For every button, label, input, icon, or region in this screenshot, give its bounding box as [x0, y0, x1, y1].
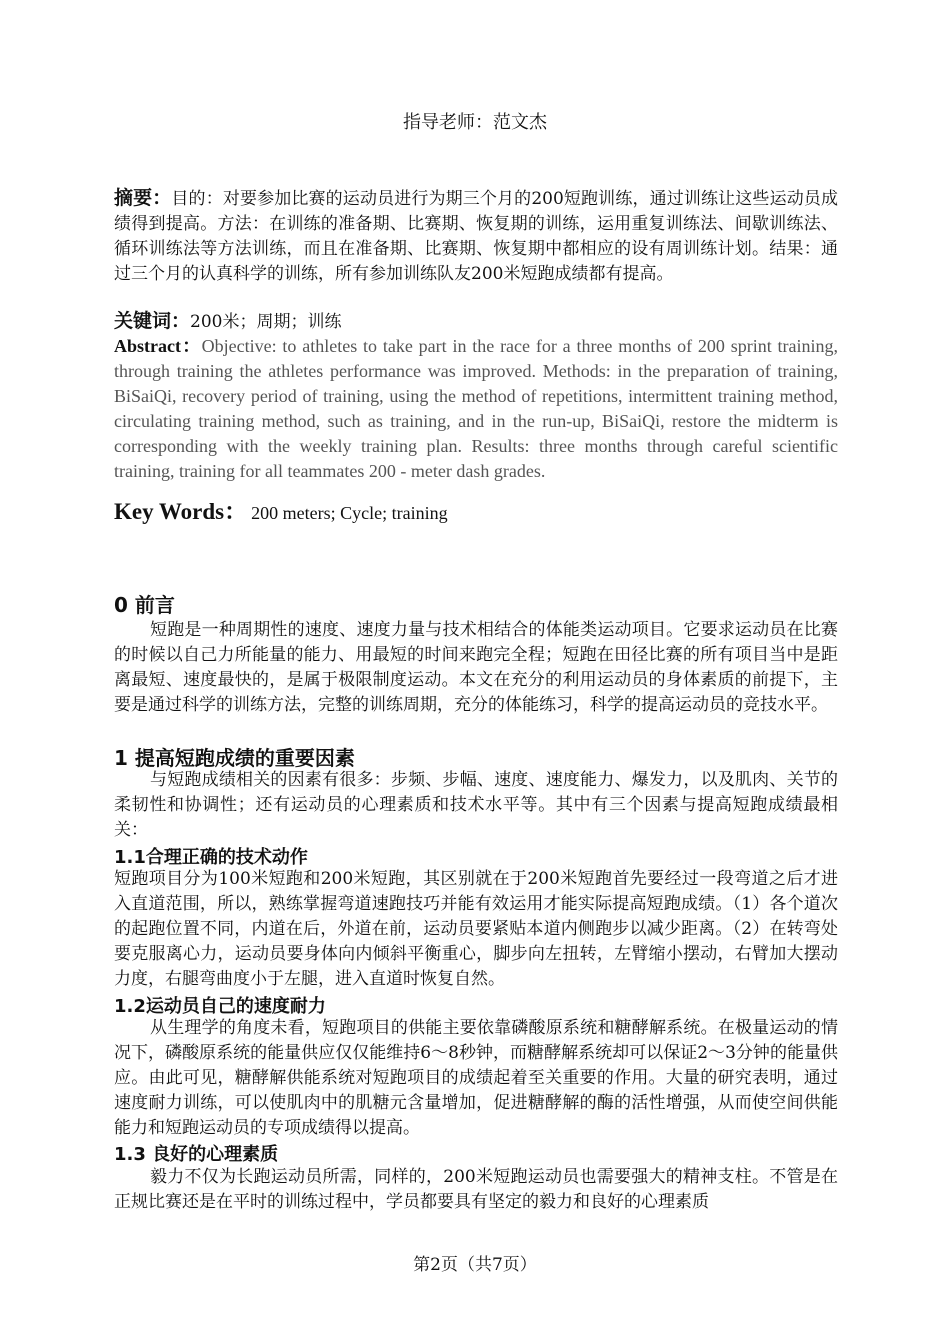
section-1-3-title: 1.3 良好的心理素质	[114, 1144, 279, 1165]
keywords-cn-text: 200米；周期；训练	[190, 312, 342, 332]
section-1-text: 与短跑成绩相关的因素有很多：步频、步幅、速度、速度能力、爆发力，以及肌肉、关节的柔韧性和协调性；还有运动员的心理素质和技术水平等。其中有三个因素与提高短跑成绩最相关：	[114, 770, 838, 840]
section-1-1-text: 短跑项目分为100米短跑和200米短跑，其区别就在于200米短跑首先要经过一段弯道之后才进入直道范围，所以，熟练掌握弯道速跑技巧并能有效运用才能实际提高短跑成绩。（1）各个道次的起跑位置不同，内道在后，外道在前，运动员要紧贴本道内侧跑步以减少距离。（2）在转弯处要克服离心力，运动员要身体向内倾斜平衡重心，脚步向左扭转，左臂缩小摆动，右臂加大摆动力度，右腿弯曲度小于左腿，进入直道时恢复自然。	[114, 869, 838, 989]
keywords-cn	[114, 309, 838, 335]
keywords-en-text: 200 meters; Cycle; training	[251, 503, 448, 523]
section-0-text: 短跑是一种周期性的速度、速度力量与技术相结合的体能类运动项目。它要求运动员在比赛的时候以自己力所能量的能力、用最短的时间来跑完全程；短跑在田径比赛的所有项目当中是距离最短、速度最快的，是属于极限制度运动。本文在充分的利用运动员的身体素质的前提下，主要是通过科学的训练方法，完整的训练周期，充分的体能练习，科学的提高运动员的竞技水平。	[114, 620, 838, 715]
abstract-cn-label: 摘要：	[114, 187, 172, 209]
abstract-cn-text: 目的：对要参加比赛的运动员进行为期三个月的200短跑训练，通过训练让这些运动员成绩得到提高。方法：在训练的准备期、比赛期、恢复期的训练，运用重复训练法、间歇训练法、循环训练法等方法训练，而且在准备期、比赛期、恢复期中都相应的设有周训练计划。结果：通过三个月的认真科学的训练，所有参加训练队友200米短跑成绩都有提高。	[114, 189, 838, 284]
advisor-line: 指导老师：范文杰	[403, 112, 547, 133]
section-1-2-text: 从生理学的角度未看，短跑项目的供能主要依靠磷酸原系统和糖酵解系统。在极量运动的情况下，磷酸原系统的能量供应仅仅能维持6～8秒钟，而糖酵解系统却可以保证2～3分钟的能量供应。由此可见，糖酵解供能系统对短跑项目的成绩起着至关重要的作用。大量的研究表明，通过速度耐力训练，可以使肌肉中的肌糖元含量增加，促进糖酵解的酶的活性增强，从而使空间供能能力和短跑运动员的专项成绩得以提高。	[114, 1018, 838, 1138]
page-footer: 第2页（共7页）	[413, 1255, 537, 1275]
section-1-2-title: 1.2运动员自己的速度耐力	[114, 996, 326, 1017]
section-1-3-text: 毅力不仅为长跑运动员所需，同样的，200米短跑运动员也需要强大的精神支柱。不管是在正规比赛还是在平时的训练过程中，学员都要具有坚定的毅力和良好的心理素质	[114, 1167, 838, 1212]
abstract-en-label: Abstract：	[114, 336, 202, 356]
section-1-1-title: 1.1合理正确的技术动作	[114, 847, 308, 868]
abstract-en-text: Objective: to athletes to take part in the race for a three months of 200 sprint training, through training the athletes performance was improved. Methods: in the preparation of training, BiSaiQi, recovery period of training, using the method of repetitions, intermittent training method, circulating training method, such as training, and in the run-up, BiSaiQi, restore the midterm is corresponding with the weekly training plan. Results: three months through careful scientific training, training for all teammates 200 - meter dash grades.	[114, 336, 838, 481]
abstract-cn	[114, 186, 838, 287]
keywords-en-label: Key Words：	[114, 499, 248, 524]
abstract-en	[114, 334, 838, 484]
keywords-cn-label: 关键词：	[114, 310, 191, 332]
section-1-title: 1 提高短跑成绩的重要因素	[114, 746, 355, 770]
section-0-title: 0 前言	[114, 593, 175, 617]
keywords-en	[114, 493, 448, 526]
